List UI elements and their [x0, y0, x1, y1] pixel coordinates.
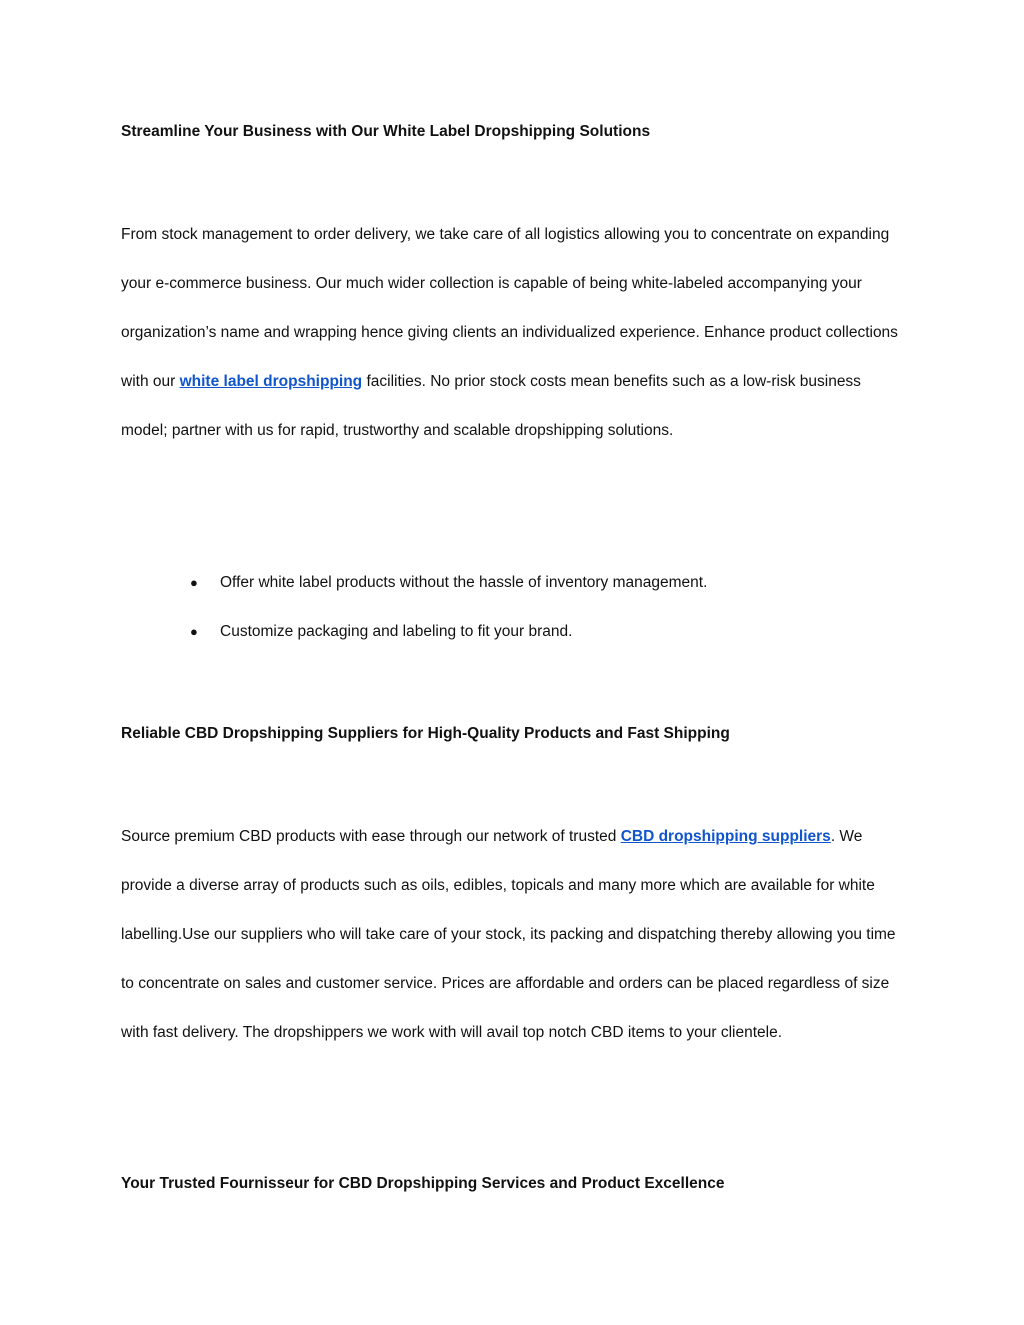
section-heading-fournisseur: Your Trusted Fournisseur for CBD Dropshipping Services and Product Excellence: [121, 1175, 725, 1192]
list-item: [121, 558, 911, 607]
white-label-dropshipping-link[interactable]: white label dropshipping: [179, 373, 363, 390]
bullet-icon: ●: [190, 575, 198, 590]
bullet-icon: ●: [190, 624, 198, 639]
bullet-list: [121, 558, 911, 656]
cbd-dropshipping-suppliers-link[interactable]: CBD dropshipping suppliers: [620, 828, 831, 845]
paragraph-text: From stock management to order delivery, we take care of all logistics allowing you to concentrate on expanding your e-commerce business. Our much wider collection is capable of being white-labeled accompanying your organization’s name and wrapping hence giving clients an individualized experience. Enhance product collections with our: [121, 226, 898, 390]
section-heading-cbd-suppliers: Reliable CBD Dropshipping Suppliers for High-Quality Products and Fast Shipping: [121, 725, 730, 742]
list-item-text: Customize packaging and labeling to fit your brand.: [220, 623, 573, 640]
paragraph-text: . We provide a diverse array of products such as oils, edibles, topicals and many more which are available for white labelling.Use our suppliers who will take care of your stock, its packing and dispatching thereby allowing you time to concentrate on sales and customer service. Prices are affordable and orders can be placed regardless of size with fast delivery. The dropshippers we work with will avail top notch CBD items to your clientele.: [121, 828, 896, 1041]
paragraph-text: Source premium CBD products with ease through our network of trusted: [121, 828, 621, 845]
list-item: [121, 607, 911, 656]
list-item-text: Offer white label products without the hassle of inventory management.: [220, 574, 708, 591]
paragraph-cbd-suppliers: [121, 812, 911, 1057]
paragraph-white-label: [121, 210, 911, 455]
section-heading-white-label: Streamline Your Business with Our White Label Dropshipping Solutions: [121, 123, 651, 140]
paragraph-text: facilities. No prior stock costs mean benefits such as a low-risk business model; partner with us for rapid, trustworthy and scalable dropshipping solutions.: [121, 373, 861, 439]
